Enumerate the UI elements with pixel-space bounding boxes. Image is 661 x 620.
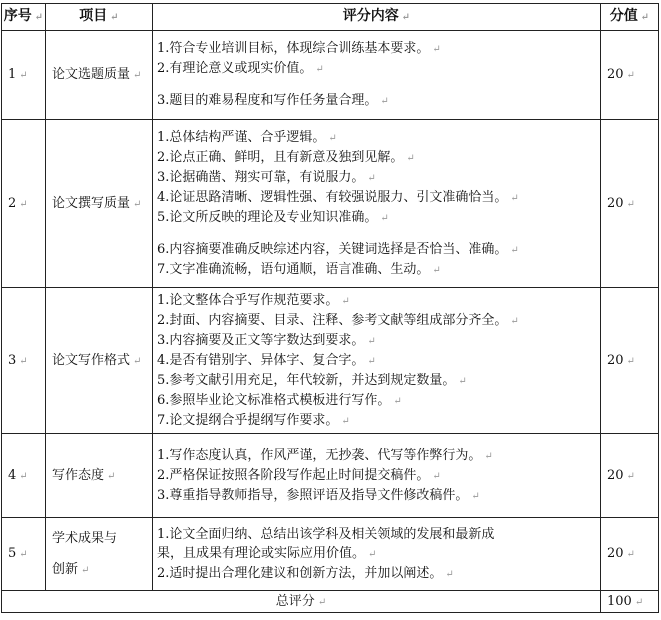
content-line: 2.有理论意义或现实价值。 ↵ — [157, 61, 324, 76]
header-no: 序号 ↵ — [2, 4, 46, 31]
row-no: 4 ↵ — [2, 434, 46, 518]
row-content — [153, 120, 601, 288]
content-line: 1.符合专业培训目标，体现综合训练基本要求。 ↵ — [157, 41, 441, 56]
row-item: 写作态度 ↵ — [46, 434, 153, 518]
content-line: 7.论文提纲合乎提纲写作要求。 ↵ — [157, 412, 350, 428]
row-no: 2 ↵ — [2, 120, 46, 288]
content-line: 2.封面、内容摘要、目录、注释、参考文献等组成部分齐全。 ↵ — [157, 312, 519, 328]
content-line: 5.参考文献引用充足，年代较新，并达到规定数量。 ↵ — [157, 372, 467, 388]
row-item: 论文撰写质量 ↵ — [46, 120, 153, 288]
header-score: 分值 ↵ — [601, 4, 659, 31]
total-label: 总评分 ↵ — [2, 591, 601, 613]
total-score: 100 ↵ — [601, 591, 659, 613]
content-line: 2.适时提出合理化建议和创新方法，并加以阐述。 ↵ — [157, 565, 454, 581]
content-line: 果，且成果有理论或实际应用价值。 ↵ — [157, 545, 377, 561]
table-row — [2, 518, 659, 591]
table-row — [2, 434, 659, 518]
content-line: 3.题目的难易程度和写作任务量合理。 ↵ — [157, 93, 389, 108]
row-item — [46, 518, 153, 591]
scoring-table — [1, 3, 659, 613]
content-line: 1.写作态度认真，作风严谨，无抄袭、代写等作弊行为。 ↵ — [157, 447, 493, 463]
content-line: 3.内容摘要及正文等字数达到要求。 ↵ — [157, 332, 376, 348]
row-content — [153, 31, 601, 120]
row-content — [153, 434, 601, 518]
table-header-row — [2, 4, 659, 31]
content-line: 7.文字准确流畅，语句通顺，语言准确、生动。 ↵ — [157, 261, 441, 277]
row-score: 20 ↵ — [601, 518, 659, 591]
content-line: 2.论点正确、鲜明，且有新意及独到见解。 ↵ — [157, 149, 415, 165]
item-line: 创新 ↵ — [52, 561, 90, 577]
row-no: 5 ↵ — [2, 518, 46, 591]
total-row — [2, 591, 659, 613]
table-row — [2, 31, 659, 120]
table-row — [2, 288, 659, 434]
row-score: 20 ↵ — [601, 288, 659, 434]
row-score: 20 ↵ — [601, 434, 659, 518]
item-line: 学术成果与 — [52, 530, 118, 546]
content-line: 4.是否有错别字、异体字、复合字。 ↵ — [157, 352, 376, 368]
row-no: 3 ↵ — [2, 288, 46, 434]
row-score: 20 ↵ — [601, 31, 659, 120]
row-content — [153, 518, 601, 591]
content-line: 3.尊重指导教师指导，参照评语及指导文件修改稿件。 ↵ — [157, 487, 480, 503]
content-line: 6.参照毕业论文标准格式模板进行写作。 ↵ — [157, 392, 402, 408]
content-line: 4.论证思路清晰、逻辑性强、有较强说服力、引文准确恰当。 ↵ — [157, 189, 519, 205]
row-content — [153, 288, 601, 434]
row-item: 论文写作格式 ↵ — [46, 288, 153, 434]
content-line: 5.论文所反映的理论及专业知识准确。 ↵ — [157, 209, 389, 225]
content-line: 1.论文整体合乎写作规范要求。 ↵ — [157, 292, 350, 308]
table-row — [2, 120, 659, 288]
row-score: 20 ↵ — [601, 120, 659, 288]
content-line: 6.内容摘要准确反映综述内容，关键词选择是否恰当、准确。 ↵ — [157, 241, 519, 257]
content-line: 3.论据确凿、翔实可靠，有说服力。 ↵ — [157, 169, 376, 185]
row-item: 论文选题质量 ↵ — [46, 31, 153, 120]
header-content: 评分内容 ↵ — [153, 4, 601, 31]
row-no: 1 ↵ — [2, 31, 46, 120]
content-line: 1.论文全面归纳、总结出该学科及相关领域的发展和最新成 — [157, 526, 495, 542]
content-line: 1.总体结构严谨、合乎逻辑。 ↵ — [157, 129, 337, 145]
header-item: 项目 ↵ — [46, 4, 153, 31]
content-line: 2.严格保证按照各阶段写作起止时间提交稿件。 ↵ — [157, 467, 441, 483]
